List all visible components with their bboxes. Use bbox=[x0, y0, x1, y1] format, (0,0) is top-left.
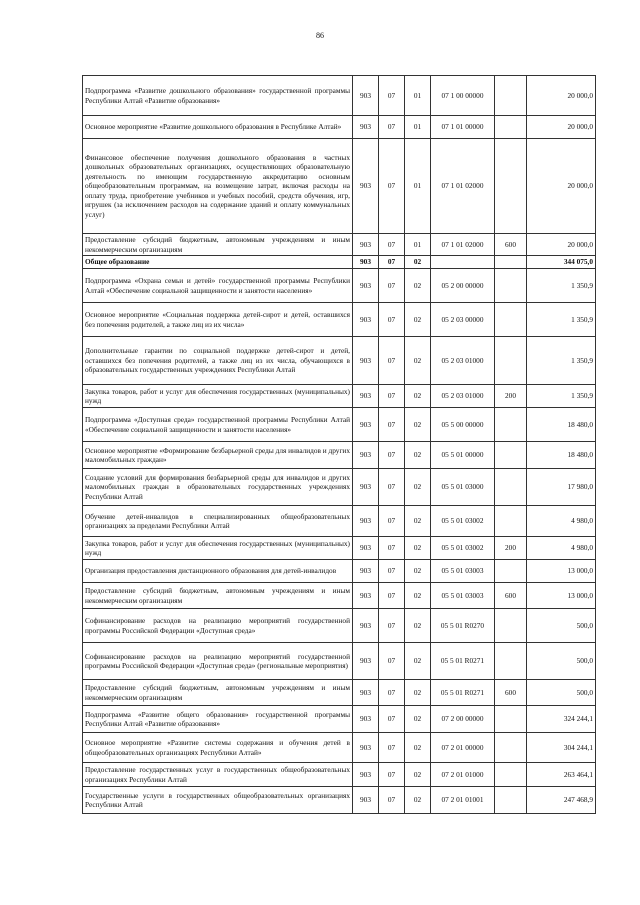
row-target-article-cell: 05 2 00 00000 bbox=[431, 269, 495, 303]
row-subsection-code-cell: 02 bbox=[405, 643, 431, 680]
row-name-cell: Основное мероприятие «Развитие системы содержания и обучения детей в общеобразовательных организациях Республики Алтай» bbox=[83, 733, 353, 763]
row-expense-type-cell bbox=[495, 269, 527, 303]
row-amount-cell: 4 980,0 bbox=[527, 506, 596, 537]
row-ministry-code-cell: 903 bbox=[353, 408, 379, 442]
row-amount-cell: 1 350,9 bbox=[527, 385, 596, 408]
row-section-code-cell: 07 bbox=[379, 706, 405, 733]
row-ministry-code-cell: 903 bbox=[353, 537, 379, 560]
row-name-cell: Создание условий для формирования безбарьерной среды для инвалидов и других маломобильных граждан в образовательных государственных учреждениях Республики Алтай bbox=[83, 469, 353, 506]
row-subsection-code-cell: 02 bbox=[405, 385, 431, 408]
row-amount-cell: 1 350,9 bbox=[527, 303, 596, 337]
row-target-article-cell: 07 1 00 00000 bbox=[431, 76, 495, 116]
table-row bbox=[83, 303, 596, 337]
row-target-article-cell: 05 5 01 03003 bbox=[431, 583, 495, 609]
row-target-article-cell: 05 5 01 R0271 bbox=[431, 680, 495, 706]
table-row bbox=[83, 583, 596, 609]
row-target-article-cell: 07 2 00 00000 bbox=[431, 706, 495, 733]
row-name-cell: Софинансирование расходов на реализацию мероприятий государственной программы Российской Федерации «Доступная среда» bbox=[83, 609, 353, 643]
row-ministry-code-cell: 903 bbox=[353, 733, 379, 763]
row-expense-type-cell bbox=[495, 560, 527, 583]
row-section-code-cell: 07 bbox=[379, 506, 405, 537]
row-name-cell: Дополнительные гарантии по социальной поддержке детей-сирот и детей, оставшихся без попечения родителей, а также лиц из их числа, обучающихся в образовательных государственных учреждениях Республики Алтай bbox=[83, 337, 353, 385]
row-section-code-cell: 07 bbox=[379, 560, 405, 583]
row-section-code-cell: 07 bbox=[379, 763, 405, 787]
row-subsection-code-cell: 02 bbox=[405, 269, 431, 303]
row-amount-cell: 20 000,0 bbox=[527, 76, 596, 116]
row-target-article-cell: 05 2 03 00000 bbox=[431, 303, 495, 337]
row-target-article-cell: 07 1 01 02000 bbox=[431, 139, 495, 234]
row-name-cell: Подпрограмма «Развитие дошкольного образования» государственной программы Республики Алтай «Развитие образования» bbox=[83, 76, 353, 116]
row-subsection-code-cell: 02 bbox=[405, 442, 431, 469]
row-target-article-cell: 05 2 03 01000 bbox=[431, 337, 495, 385]
row-expense-type-cell bbox=[495, 256, 527, 269]
row-amount-cell: 18 480,0 bbox=[527, 408, 596, 442]
row-ministry-code-cell: 903 bbox=[353, 442, 379, 469]
row-amount-cell: 20 000,0 bbox=[527, 234, 596, 256]
row-subsection-code-cell: 02 bbox=[405, 560, 431, 583]
row-expense-type-cell bbox=[495, 643, 527, 680]
table-row bbox=[83, 506, 596, 537]
row-subsection-code-cell: 02 bbox=[405, 763, 431, 787]
row-amount-cell: 500,0 bbox=[527, 680, 596, 706]
row-expense-type-cell: 600 bbox=[495, 234, 527, 256]
row-expense-type-cell bbox=[495, 442, 527, 469]
row-expense-type-cell: 200 bbox=[495, 385, 527, 408]
row-section-code-cell: 07 bbox=[379, 537, 405, 560]
row-subsection-code-cell: 02 bbox=[405, 537, 431, 560]
table-row bbox=[83, 139, 596, 234]
table-row bbox=[83, 680, 596, 706]
row-target-article-cell: 05 5 01 R0270 bbox=[431, 609, 495, 643]
row-amount-cell: 304 244,1 bbox=[527, 733, 596, 763]
row-amount-cell: 1 350,9 bbox=[527, 269, 596, 303]
row-amount-cell: 20 000,0 bbox=[527, 116, 596, 139]
table-row bbox=[83, 408, 596, 442]
row-section-code-cell: 07 bbox=[379, 269, 405, 303]
table-row bbox=[83, 733, 596, 763]
row-expense-type-cell bbox=[495, 76, 527, 116]
row-target-article-cell: 05 5 01 03000 bbox=[431, 469, 495, 506]
row-name-cell: Предоставление государственных услуг в государственных общеобразовательных организациях Республики Алтай bbox=[83, 763, 353, 787]
row-expense-type-cell bbox=[495, 763, 527, 787]
row-ministry-code-cell: 903 bbox=[353, 643, 379, 680]
row-amount-cell: 263 464,1 bbox=[527, 763, 596, 787]
row-name-cell: Предоставление субсидий бюджетным, автономным учреждениям и иным некоммерческим организациям bbox=[83, 583, 353, 609]
row-ministry-code-cell: 903 bbox=[353, 256, 379, 269]
row-section-code-cell: 07 bbox=[379, 303, 405, 337]
row-amount-cell: 1 350,9 bbox=[527, 337, 596, 385]
row-ministry-code-cell: 903 bbox=[353, 583, 379, 609]
table-row bbox=[83, 643, 596, 680]
row-amount-cell: 13 000,0 bbox=[527, 583, 596, 609]
row-subsection-code-cell: 01 bbox=[405, 76, 431, 116]
row-name-cell: Основное мероприятие «Развитие дошкольного образования в Республике Алтай» bbox=[83, 116, 353, 139]
row-ministry-code-cell: 903 bbox=[353, 560, 379, 583]
row-expense-type-cell bbox=[495, 469, 527, 506]
row-section-code-cell: 07 bbox=[379, 583, 405, 609]
row-section-code-cell: 07 bbox=[379, 234, 405, 256]
row-subsection-code-cell: 02 bbox=[405, 337, 431, 385]
row-expense-type-cell bbox=[495, 139, 527, 234]
row-ministry-code-cell: 903 bbox=[353, 385, 379, 408]
row-section-code-cell: 07 bbox=[379, 408, 405, 442]
row-section-code-cell: 07 bbox=[379, 609, 405, 643]
row-amount-cell: 4 980,0 bbox=[527, 537, 596, 560]
row-section-code-cell: 07 bbox=[379, 680, 405, 706]
row-name-cell: Подпрограмма «Развитие общего образования» государственной программы Республики Алтай «Развитие образования» bbox=[83, 706, 353, 733]
row-subsection-code-cell: 02 bbox=[405, 408, 431, 442]
row-section-code-cell: 07 bbox=[379, 76, 405, 116]
budget-table-body bbox=[83, 76, 596, 814]
row-amount-cell: 500,0 bbox=[527, 609, 596, 643]
row-ministry-code-cell: 903 bbox=[353, 139, 379, 234]
row-subsection-code-cell: 02 bbox=[405, 583, 431, 609]
row-amount-cell: 18 480,0 bbox=[527, 442, 596, 469]
row-name-cell: Основное мероприятие «Социальная поддержка детей-сирот и детей, оставшихся без попечения родителей, а также лиц из их числа» bbox=[83, 303, 353, 337]
row-subsection-code-cell: 02 bbox=[405, 680, 431, 706]
row-expense-type-cell bbox=[495, 337, 527, 385]
row-name-cell: Обучение детей-инвалидов в специализированных общеобразовательных организациях за пределами Республики Алтай bbox=[83, 506, 353, 537]
row-expense-type-cell: 600 bbox=[495, 680, 527, 706]
table-row bbox=[83, 442, 596, 469]
row-name-cell: Основное мероприятие «Формирование безбарьерной среды для инвалидов и других маломобильных граждан» bbox=[83, 442, 353, 469]
row-section-code-cell: 07 bbox=[379, 643, 405, 680]
row-subsection-code-cell: 02 bbox=[405, 609, 431, 643]
row-ministry-code-cell: 903 bbox=[353, 680, 379, 706]
row-name-cell: Организация предоставления дистанционного образования для детей-инвалидов bbox=[83, 560, 353, 583]
row-amount-cell: 247 468,9 bbox=[527, 787, 596, 814]
row-target-article-cell: 07 1 01 02000 bbox=[431, 234, 495, 256]
row-expense-type-cell bbox=[495, 609, 527, 643]
row-section-code-cell: 07 bbox=[379, 442, 405, 469]
row-subsection-code-cell: 02 bbox=[405, 733, 431, 763]
row-name-cell: Предоставление субсидий бюджетным, автономным учреждениям и иным некоммерческим организациям bbox=[83, 234, 353, 256]
row-name-cell: Закупка товаров, работ и услуг для обеспечения государственных (муниципальных) нужд bbox=[83, 537, 353, 560]
row-section-code-cell: 07 bbox=[379, 337, 405, 385]
row-amount-cell: 324 244,1 bbox=[527, 706, 596, 733]
row-subsection-code-cell: 02 bbox=[405, 506, 431, 537]
row-subsection-code-cell: 01 bbox=[405, 234, 431, 256]
row-target-article-cell: 07 2 01 00000 bbox=[431, 733, 495, 763]
table-row bbox=[83, 116, 596, 139]
row-target-article-cell: 05 5 01 03002 bbox=[431, 537, 495, 560]
row-expense-type-cell bbox=[495, 787, 527, 814]
table-row bbox=[83, 234, 596, 256]
row-ministry-code-cell: 903 bbox=[353, 469, 379, 506]
row-name-cell: Общее образование bbox=[83, 256, 353, 269]
row-expense-type-cell bbox=[495, 733, 527, 763]
row-subsection-code-cell: 02 bbox=[405, 469, 431, 506]
row-ministry-code-cell: 903 bbox=[353, 763, 379, 787]
row-target-article-cell: 05 5 01 00000 bbox=[431, 442, 495, 469]
row-subsection-code-cell: 01 bbox=[405, 116, 431, 139]
row-target-article-cell bbox=[431, 256, 495, 269]
row-section-code-cell: 07 bbox=[379, 256, 405, 269]
row-name-cell: Закупка товаров, работ и услуг для обеспечения государственных (муниципальных) нужд bbox=[83, 385, 353, 408]
row-expense-type-cell: 200 bbox=[495, 537, 527, 560]
row-name-cell: Финансовое обеспечение получения дошкольного образования в частных дошкольных образовательных организациях, осуществляющих образовательную деятельность по имеющим государственную аккредитацию основным общеобразовательным программам, на возмещение затрат, включая расходы на оплату труда, приобретение учебников и учебных пособий, средств обучения, игр, игрушек (за исключением расходов на содержание зданий и оплату коммунальных услуг) bbox=[83, 139, 353, 234]
row-section-code-cell: 07 bbox=[379, 116, 405, 139]
row-section-code-cell: 07 bbox=[379, 469, 405, 506]
row-target-article-cell: 07 2 01 01000 bbox=[431, 763, 495, 787]
row-subsection-code-cell: 02 bbox=[405, 303, 431, 337]
row-subsection-code-cell: 02 bbox=[405, 256, 431, 269]
row-ministry-code-cell: 903 bbox=[353, 234, 379, 256]
table-row bbox=[83, 706, 596, 733]
row-amount-cell: 17 980,0 bbox=[527, 469, 596, 506]
row-expense-type-cell bbox=[495, 303, 527, 337]
table-row bbox=[83, 269, 596, 303]
row-ministry-code-cell: 903 bbox=[353, 76, 379, 116]
row-ministry-code-cell: 903 bbox=[353, 506, 379, 537]
row-amount-cell: 13 000,0 bbox=[527, 560, 596, 583]
row-expense-type-cell bbox=[495, 506, 527, 537]
row-target-article-cell: 05 5 01 03003 bbox=[431, 560, 495, 583]
row-ministry-code-cell: 903 bbox=[353, 303, 379, 337]
row-ministry-code-cell: 903 bbox=[353, 269, 379, 303]
table-row bbox=[83, 763, 596, 787]
table-row bbox=[83, 337, 596, 385]
table-row bbox=[83, 609, 596, 643]
row-name-cell: Софинансирование расходов на реализацию мероприятий государственной программы Российской Федерации «Доступная среда» (региональные мероприятия) bbox=[83, 643, 353, 680]
table-row bbox=[83, 537, 596, 560]
row-expense-type-cell bbox=[495, 706, 527, 733]
page-number: 86 bbox=[316, 31, 324, 40]
row-name-cell: Подпрограмма «Охрана семьи и детей» государственной программы Республики Алтай «Обеспечение социальной защищенности и занятости населения» bbox=[83, 269, 353, 303]
row-target-article-cell: 05 5 00 00000 bbox=[431, 408, 495, 442]
row-ministry-code-cell: 903 bbox=[353, 116, 379, 139]
row-name-cell: Государственные услуги в государственных общеобразовательных организациях Республики Алтай bbox=[83, 787, 353, 814]
row-section-code-cell: 07 bbox=[379, 733, 405, 763]
row-ministry-code-cell: 903 bbox=[353, 609, 379, 643]
row-subsection-code-cell: 01 bbox=[405, 139, 431, 234]
row-target-article-cell: 05 5 01 R0271 bbox=[431, 643, 495, 680]
row-ministry-code-cell: 903 bbox=[353, 337, 379, 385]
row-section-code-cell: 07 bbox=[379, 385, 405, 408]
row-expense-type-cell bbox=[495, 408, 527, 442]
table-row bbox=[83, 560, 596, 583]
table-row bbox=[83, 256, 596, 269]
table-row bbox=[83, 385, 596, 408]
row-amount-cell: 344 075,0 bbox=[527, 256, 596, 269]
row-target-article-cell: 05 5 01 03002 bbox=[431, 506, 495, 537]
row-target-article-cell: 07 2 01 01001 bbox=[431, 787, 495, 814]
budget-table bbox=[82, 75, 596, 814]
row-expense-type-cell bbox=[495, 116, 527, 139]
row-target-article-cell: 05 2 03 01000 bbox=[431, 385, 495, 408]
row-section-code-cell: 07 bbox=[379, 787, 405, 814]
row-name-cell: Подпрограмма «Доступная среда» государственной программы Республики Алтай «Обеспечение социальной защищенности и занятости населения» bbox=[83, 408, 353, 442]
row-name-cell: Предоставление субсидий бюджетным, автономным учреждениям и иным некоммерческим организациям bbox=[83, 680, 353, 706]
row-ministry-code-cell: 903 bbox=[353, 706, 379, 733]
row-section-code-cell: 07 bbox=[379, 139, 405, 234]
row-ministry-code-cell: 903 bbox=[353, 787, 379, 814]
table-row bbox=[83, 787, 596, 814]
row-subsection-code-cell: 02 bbox=[405, 706, 431, 733]
table-row bbox=[83, 76, 596, 116]
row-expense-type-cell: 600 bbox=[495, 583, 527, 609]
table-row bbox=[83, 469, 596, 506]
row-subsection-code-cell: 02 bbox=[405, 787, 431, 814]
row-target-article-cell: 07 1 01 00000 bbox=[431, 116, 495, 139]
row-amount-cell: 500,0 bbox=[527, 643, 596, 680]
row-amount-cell: 20 000,0 bbox=[527, 139, 596, 234]
